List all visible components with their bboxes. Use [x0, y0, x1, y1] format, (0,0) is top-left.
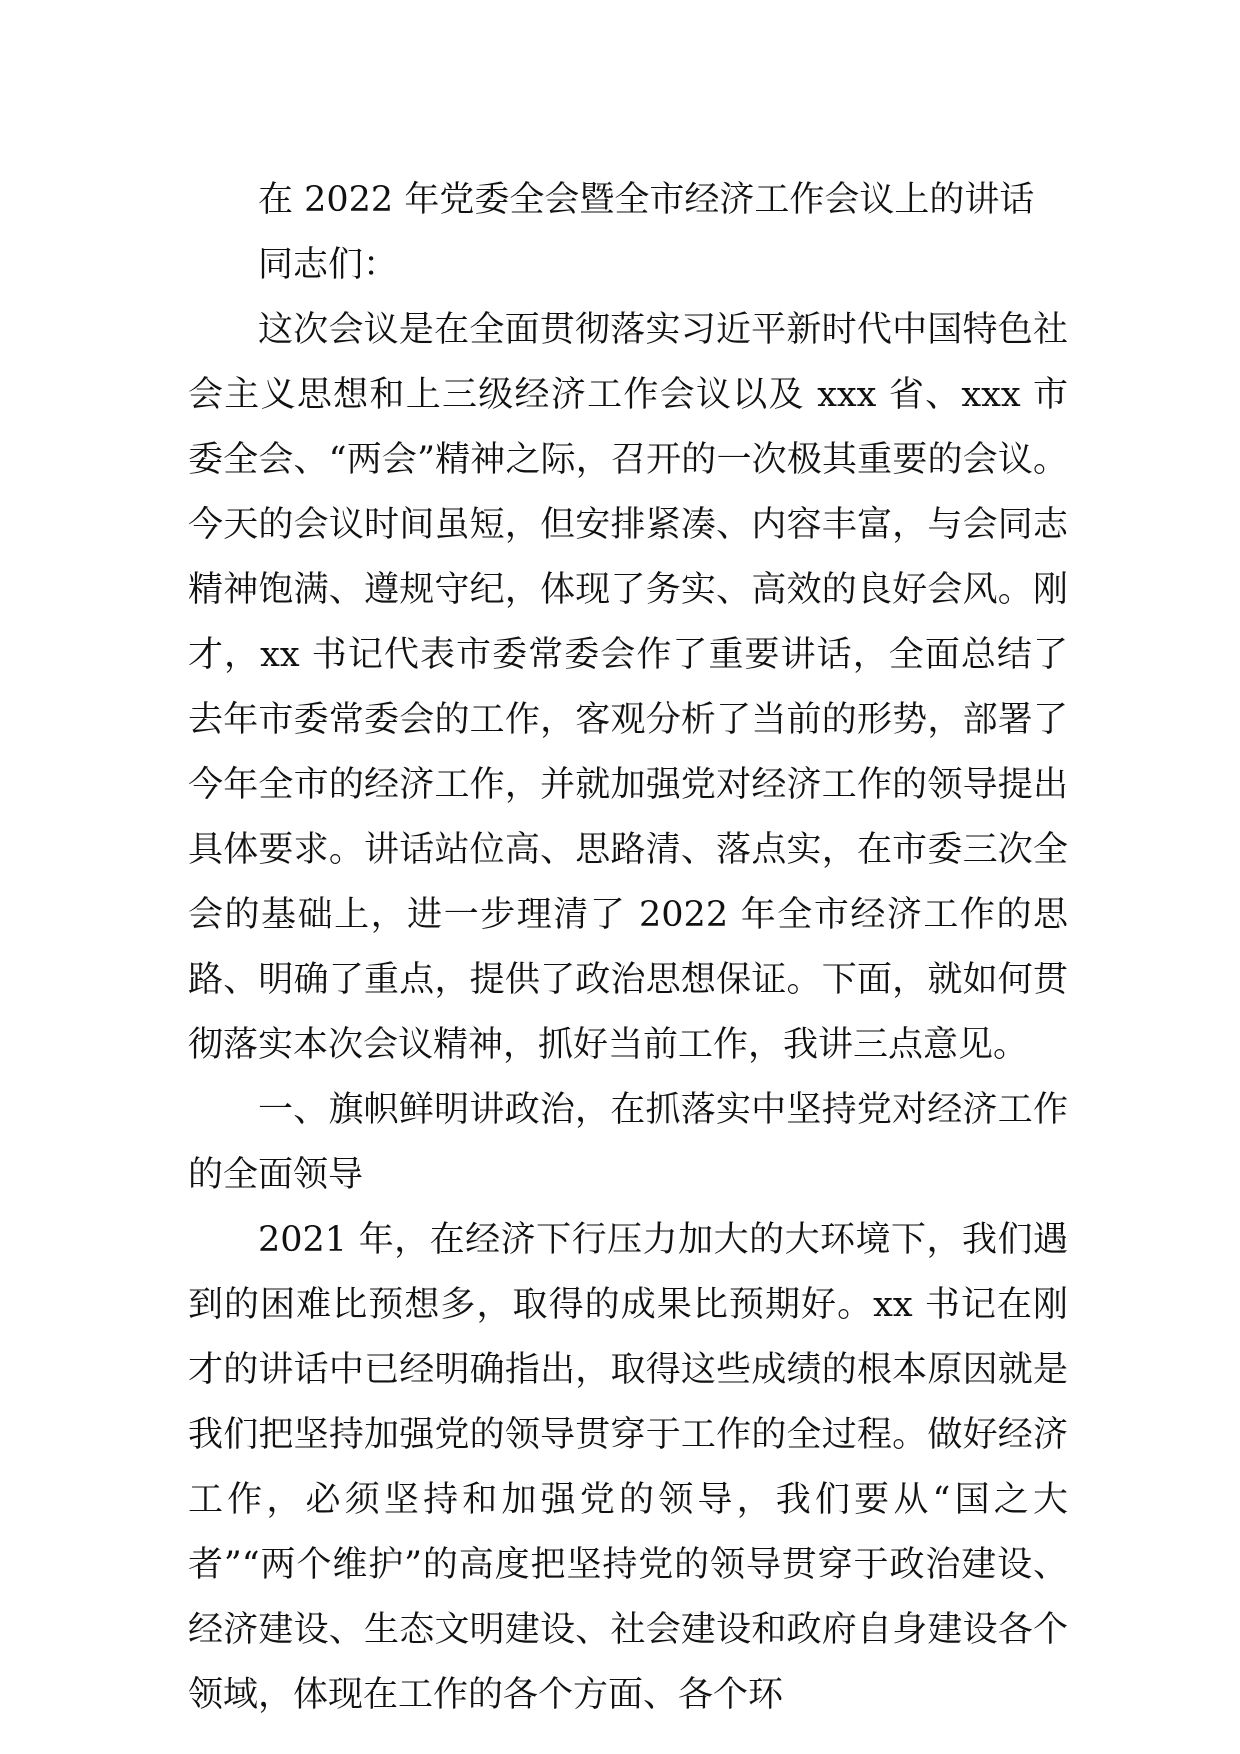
- paragraph-intro: 这次会议是在全面贯彻落实习近平新时代中国特色社会主义思想和上三级经济工作会议以及 xxx 省、xxx 市委全会、“两会”精神之际，召开的一次极其重要的会议。今天的会议时间虽短，但安排紧凑、内容丰富，与会同志精神饱满、遵规守纪，体现了务实、高效的良好会风。刚才，xx 书记代表市委常委会作了重要讲话，全面总结了去年市委常委会的工作，客观分析了当前的形势，部署了今年全市的经济工作，并就加强党对经济工作的领导提出具体要求。讲话站位高、思路清、落点实，在市委三次全会的基础上，进一步理清了 2022 年全市经济工作的思路、明确了重点，提供了政治思想保证。下面，就如何贯彻落实本次会议精神，抓好当前工作，我讲三点意见。: [188, 310, 1068, 1065]
- document-page: [188, 168, 1068, 1728]
- section-heading-1: 一、旗帜鲜明讲政治，在抓落实中坚持党对经济工作的全面领导: [188, 1090, 1068, 1195]
- document-title: 在 2022 年党委全会暨全市经济工作会议上的讲话: [258, 180, 1035, 220]
- paragraph-section-1: 2021 年，在经济下行压力加大的大环境下，我们遇到的困难比预想多，取得的成果比预期好。xx 书记在刚才的讲话中已经明确指出，取得这些成绩的根本原因就是我们把坚持加强党的领导贯穿于工作的全过程。做好经济工作，必须坚持和加强党的领导，我们要从“国之大者”“两个维护”的高度把坚持党的领导贯穿于政治建设、经济建设、生态文明建设、社会建设和政府自身建设各个领域，体现在工作的各个方面、各个环: [188, 1220, 1068, 1715]
- salutation: 同志们：: [258, 245, 399, 285]
